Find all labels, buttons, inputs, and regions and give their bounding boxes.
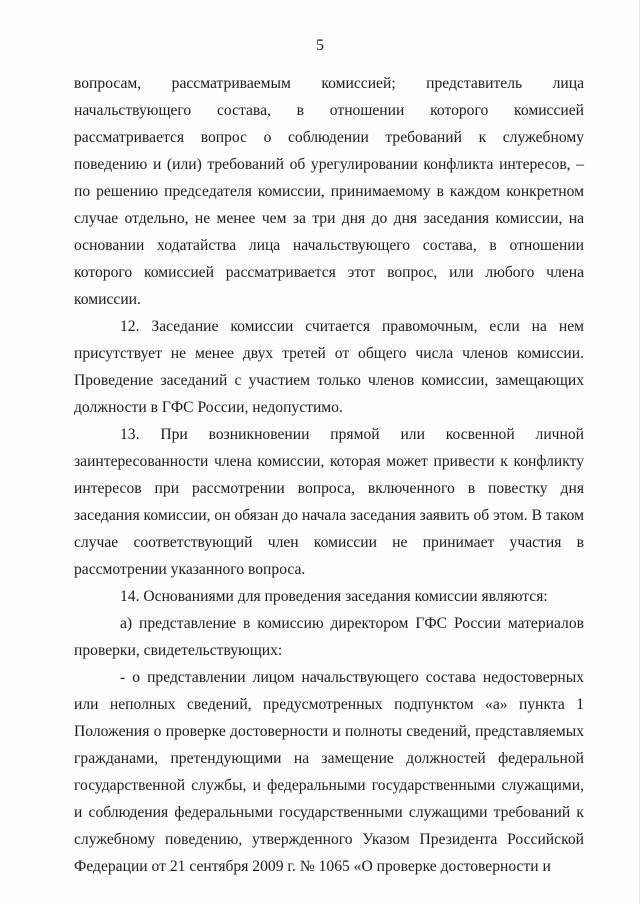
paragraph-item-14: 14. Основаниями для проведения заседания комиссии являются: — [120, 588, 548, 605]
page-number: 5 — [316, 37, 324, 54]
paragraph-item-14a-bullet: - о представлении лицом начальствующего состава недостоверных или неполных сведений, предусмотренных подпунктом «а» пункта 1 Положения о проверке достоверности и полноты сведений, представляемых гражданами, претендующими на замещение должностей федеральной государственной службы, и федеральными государственными служащими, и соблюдения федеральными государственными служащими требований к служебному поведению, утвержденного Указом Президента Российской Федерации от 21 сентября 2009 г. № 1065 «О проверке достоверности и — [74, 669, 584, 875]
paragraph-continuation: вопросам, рассматриваемым комиссией; представитель лица начальствующего состава, в отношении которого комиссией рассматривается вопрос о соблюдении требований к служебному поведению и (или) требований об урегулировании конфликта интересов, – по решению председателя комиссии, принимаемому в каждом конкретном случае отдельно, не менее чем за три дня до дня заседания комиссии, на основании ходатайства лица начальствующего состава, в отношении которого комиссией рассматривается этот вопрос, или любого члена комиссии. — [74, 75, 584, 308]
paragraph-item-13: 13. При возникновении прямой или косвенной личной заинтересованности члена комиссии, которая может привести к конфликту интересов при рассмотрении вопроса, включенного в повестку дня заседания комиссии, он обязан до начала заседания заявить об этом. В таком случае соответствующий член комиссии не принимает участия в рассмотрении указанного вопроса. — [74, 426, 584, 578]
paragraph-item-14a: а) представление в комиссию директором ГФС России материалов проверки, свидетельствующих: — [74, 615, 584, 659]
document-body — [74, 70, 584, 880]
paragraph-item-12: 12. Заседание комиссии считается правомочным, если на нем присутствует не менее двух третей от общего числа членов комиссии. Проведение заседаний с участием только членов комиссии, замещающих должности в ГФС России, недопустимо. — [74, 318, 584, 416]
